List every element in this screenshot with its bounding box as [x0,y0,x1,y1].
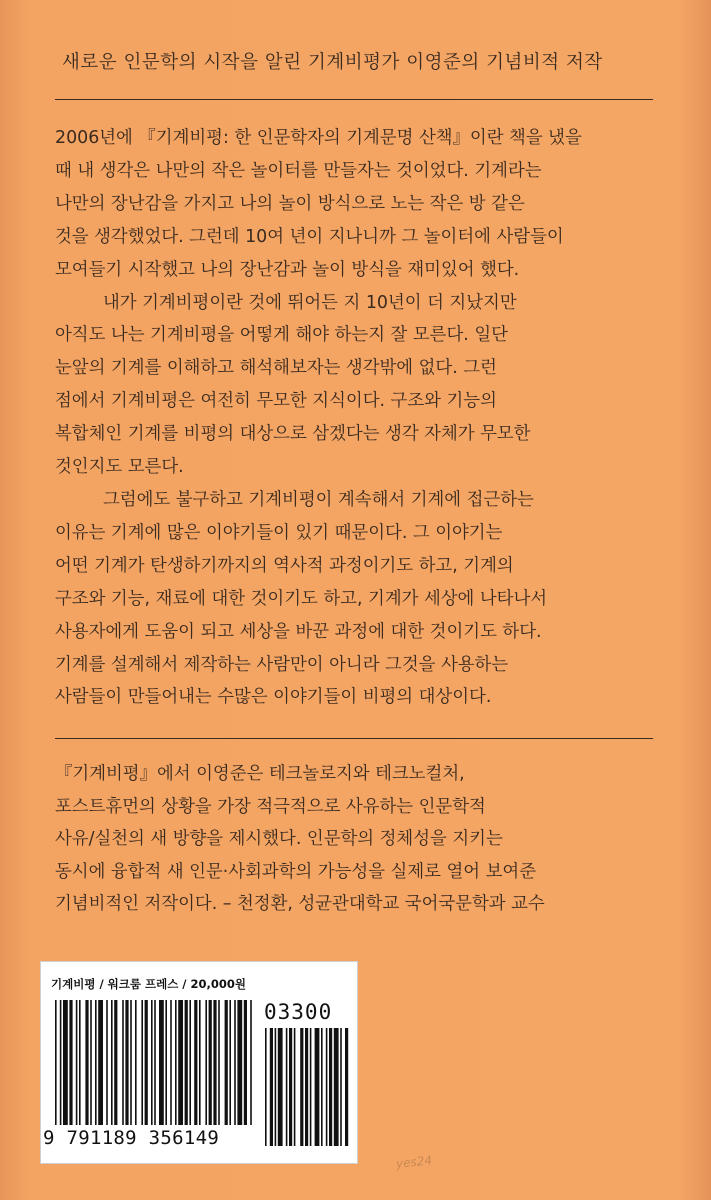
paragraph-1: 2006년에 『기계비평: 한 인문학자의 기계문명 산책』이란 책을 냈을 때 내 생각은 나만의 작은 놀이터를 만들자는 것이었다. 기계라는 나만의 장난감을 가지고 나의 놀이 방식으로 노는 작은 방 같은 것을 생각했었다. 그런데 10여 년이 지나니까 그 놀이터에 사람들이 모여들기 시작했고 나의 장난감과 놀이 방식을 재미있어 했다. [55,128,582,280]
addon-code: 03300 [264,1000,333,1024]
isbn-number: 9 791189 356149 [43,1127,220,1149]
paragraph-3: 그럼에도 불구하고 기계비평이 계속해서 기계에 접근하는 이유는 기계에 많은 이야기들이 있기 때문이다. 그 이야기는 어떤 기계가 탄생하기까지의 역사적 과정이기도 하고, 기계의 구조와 기능, 재료에 대한 것이기도 하고, 기계가 세상에 나타나서 사용자에게 도움이 되고 세상을 바꾼 과정에 대한 것이기도 하다. 기계를 설계해서 제작하는 사람만이 아니라 그것을 사용하는 사람들이 만들어내는 수많은 이야기들이 비평의 대상이다. [55,489,548,708]
bottom-divider [55,738,653,739]
barcode-label [40,961,358,1164]
paragraph-2: 내가 기계비평이란 것에 뛰어든 지 10년이 더 지났지만 아직도 나는 기계비평을 어떻게 해야 하는지 잘 모른다. 일단 눈앞의 기계를 이해하고 해석해보자는 생각밖에 없다. 그런 점에서 기계비평은 여전히 무모한 지식이다. 구조와 기능의 복합체인 기계를 비평의 대상으로 삼겠다는 생각 자체가 무모한 것인지도 모른다. [55,292,531,478]
body-text [55,122,655,714]
watermark: yes24 [395,1153,433,1171]
tagline: 새로운 인문학의 시작을 알린 기계비평가 이영준의 기념비적 저작 [62,52,603,73]
top-divider [55,99,653,100]
price-line: 기계비평 / 워크룸 프레스 / 20,000원 [51,977,246,991]
endorsement-quote: 『기계비평』에서 이영준은 테크놀로지와 테크노컬처, 포스트휴먼의 상황을 가장 적극적으로 사유하는 인문학적 사유/실천의 새 방향을 제시했다. 인문학의 정체성을 지키는 동시에 융합적 새 인문·사회과학의 가능성을 실제로 열어 보여준 기념비적인 저작이다. – 천정환, 성균관대학교 국어국문학과 교수 [55,764,545,914]
